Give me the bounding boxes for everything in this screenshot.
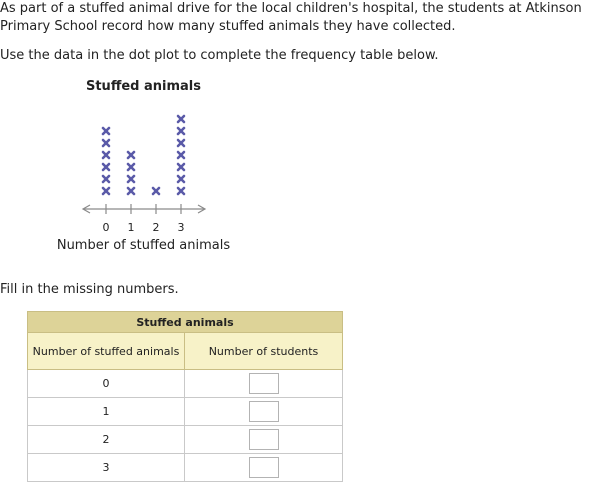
dot-plot-title: Stuffed animals [85,79,201,94]
table-row [28,370,343,398]
data-point [178,116,184,122]
table-title: Stuffed animals [28,312,343,333]
col-header-stuffed-animals: Number of stuffed animals [28,333,185,370]
data-point [103,152,109,158]
row-value: 0 [28,370,185,398]
data-point [128,152,134,158]
answer-cell [185,370,343,398]
data-point [178,176,184,182]
data-point [178,140,184,146]
col-header-students: Number of students [185,333,343,370]
dot-plot [0,100,287,235]
data-point [178,188,184,194]
answer-cell [185,454,343,482]
table-row [28,398,343,426]
data-point [103,128,109,134]
frequency-table [27,311,343,482]
data-point [103,176,109,182]
answer-input-3[interactable] [249,457,279,478]
data-point [128,164,134,170]
row-value: 2 [28,426,185,454]
answer-cell [185,398,343,426]
table-row [28,426,343,454]
x-tick-label: 3 [177,221,185,234]
data-point [128,176,134,182]
x-tick-label: 2 [152,221,160,234]
table-row [28,454,343,482]
data-point [178,164,184,170]
data-point [103,188,109,194]
data-point [178,128,184,134]
row-value: 3 [28,454,185,482]
dot-plot-xlabel: Number of stuffed animals [56,238,231,253]
data-point [103,164,109,170]
data-point [103,140,109,146]
fill-in-instruction: Fill in the missing numbers. [0,282,179,297]
answer-input-2[interactable] [249,429,279,450]
answer-input-0[interactable] [249,373,279,394]
data-point [178,152,184,158]
instruction-text: Use the data in the dot plot to complete the frequency table below. [0,48,439,63]
x-tick-label: 1 [127,221,135,234]
x-tick-label: 0 [102,221,110,234]
data-point [153,188,159,194]
data-point [128,188,134,194]
answer-cell [185,426,343,454]
intro-text: As part of a stuffed animal drive for the local children's hospital, the students at Atkinson Primary School record how many stuffed animals they have collected. [0,1,582,34]
row-value: 1 [28,398,185,426]
answer-input-1[interactable] [249,401,279,422]
